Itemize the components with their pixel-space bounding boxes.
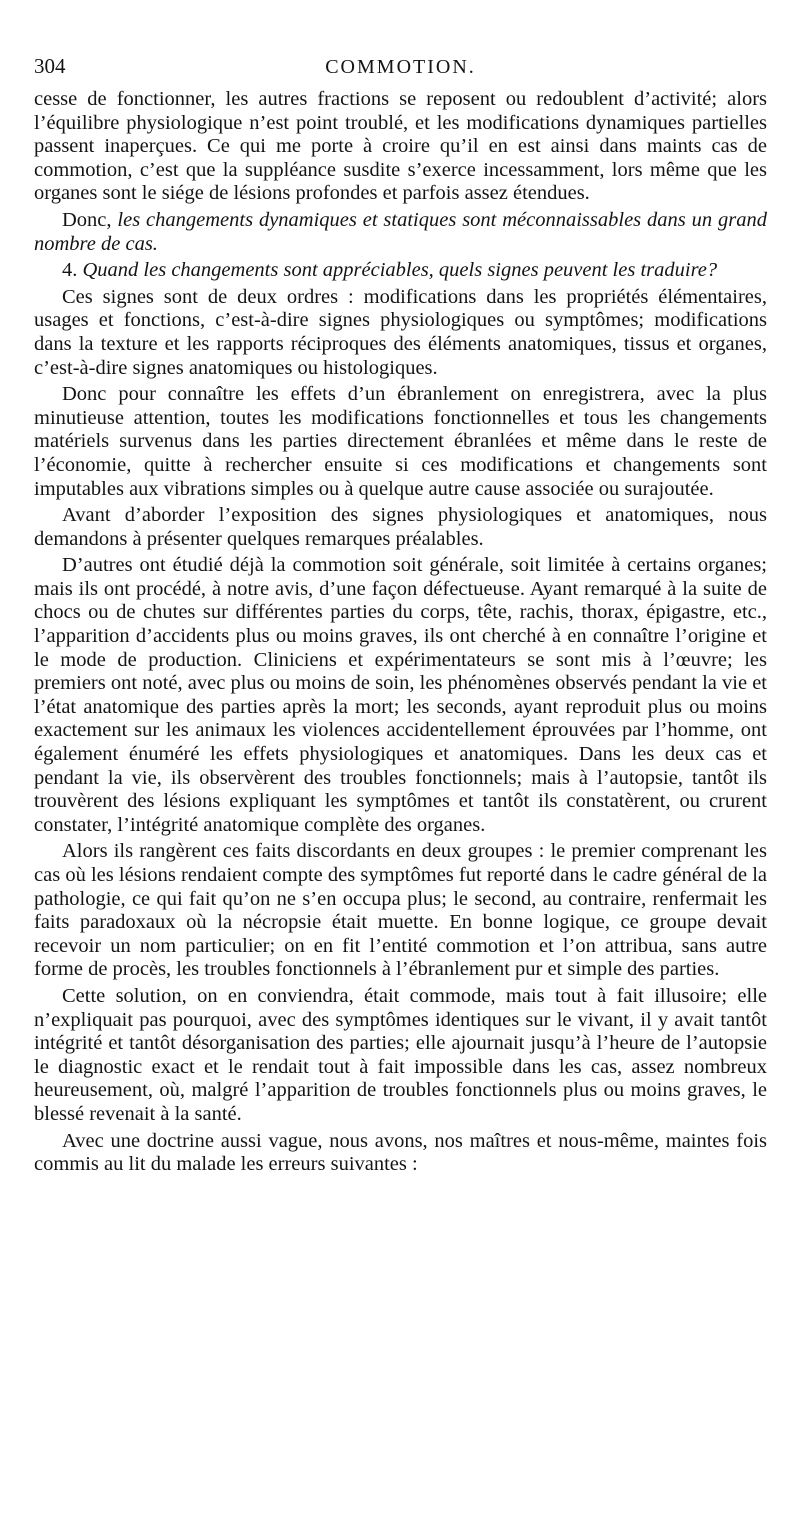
paragraph-9: Cette solution, on en conviendra, était commode, mais tout à fait illusoire; elle n’expliquait pas pourquoi, avec des symptômes identiques sur le vivant, il y avait tantôt intégrité et tantôt désorganisation des parties; elle ajournait jusqu’à l’heure de l’autopsie le diagnostic exact et le rendait tout à fait impossible dans les cas, assez nombreux heureusement, où, malgré l’apparition de troubles fonctionnels plus ou moins graves, le blessé revenait à la santé. [34,984,767,1125]
paragraph-2-italic: les changements dynamiques et statiques sont méconnaissables dans un grand nombre de cas. [34,208,767,255]
section-4-heading [34,259,767,283]
page-number: 304 [34,54,66,78]
paragraph-2-lead: Donc, [62,208,118,231]
paragraph-8: Alors ils rangèrent ces faits discordants en deux groupes : le premier comprenant les cas où les lésions rendaient compte des symptômes fut reporté dans le cadre général de la pathologie, ce qui fait qu’on ne s’en occupa plus; le second, au contraire, renfermait les faits paradoxaux où la nécropsie était muette. En bonne logique, ce groupe devait recevoir un nom particulier; on en fit l’entité commotion et l’on attribua, sans autre forme de procès, les troubles fonctionnels à l’ébranlement pur et simple des parties. [34,840,767,981]
paragraph-6: Avant d’aborder l’exposition des signes physiologiques et anatomiques, nous demandons à présenter quelques remarques préalables. [34,504,767,550]
paragraph-7: D’autres ont étudié déjà la commotion soit générale, soit limitée à certains organes; mais ils ont procédé, à notre avis, d’une façon défectueuse. Ayant remarqué à la suite de chocs ou de chutes sur différentes parties du corps, tête, rachis, thorax, épigastre, etc., l’apparition d’accidents plus ou moins graves, ils ont cherché à en connaître l’origine et le mode de production. Cliniciens et expérimentateurs se sont mis à l’œuvre; les premiers ont noté, avec plus ou moins de soin, les phénomènes observés pendant la vie et l’état anatomique des parties après la mort; les seconds, ayant reproduit plus ou moins exactement sur les animaux les violences accidentellement éprouvées par l’homme, ont également énuméré les effets physiologiques et anatomiques. Dans les deux cas et pendant la vie, ils observèrent des troubles fonctionnels; mais à l’autopsie, tantôt ils trouvèrent des lésions expliquant les symptômes et tantôt ils constatèrent, ou crurent constater, l’intégrité anatomique complète des organes. [34,554,767,836]
paragraph-5: Donc pour connaître les effets d’un ébranlement on enregistrera, avec la plus minutieuse attention, toutes les modifications fonctionnelles et tous les changements matériels survenus dans les parties directement ébranlées et même dans le reste de l’économie, quitte à rechercher ensuite si ces modifications et changements sont imputables aux vibrations simples ou à quelque autre cause associée ou surajoutée. [34,383,767,500]
section-question: Quand les changements sont appréciables, quels signes peuvent les traduire? [82,259,718,282]
running-title: COMMOTION. [325,56,476,78]
body-text [34,88,767,1177]
paragraph-1: cesse de fonctionner, les autres fractions se reposent ou redoublent d’activité; alors l’équilibre physiologique n’est point troublé, et les modifications dynamiques partielles passent inaperçues. Ce qui me porte à croire qu’il en est ainsi dans maints cas de commotion, c’est que la suppléance susdite s’exerce incessamment, lors même que les organes sont le siége de lésions profondes et parfois assez étendues. [34,88,767,205]
paragraph-10: Avec une doctrine aussi vague, nous avons, nos maîtres et nous-même, maintes fois commis au lit du malade les erreurs suivantes : [34,1129,767,1176]
running-header [34,52,767,82]
paragraph-2 [34,209,767,256]
section-number: 4. [62,259,83,282]
paragraph-4: Ces signes sont de deux ordres : modifications dans les propriétés élémentaires, usages et fonctions, c’est-à-dire signes physiologiques ou symptômes; modifications dans la texture et les rapports réciproques des éléments anatomiques, tissus et organes, c’est-à-dire signes anatomiques ou histologiques. [34,285,767,379]
